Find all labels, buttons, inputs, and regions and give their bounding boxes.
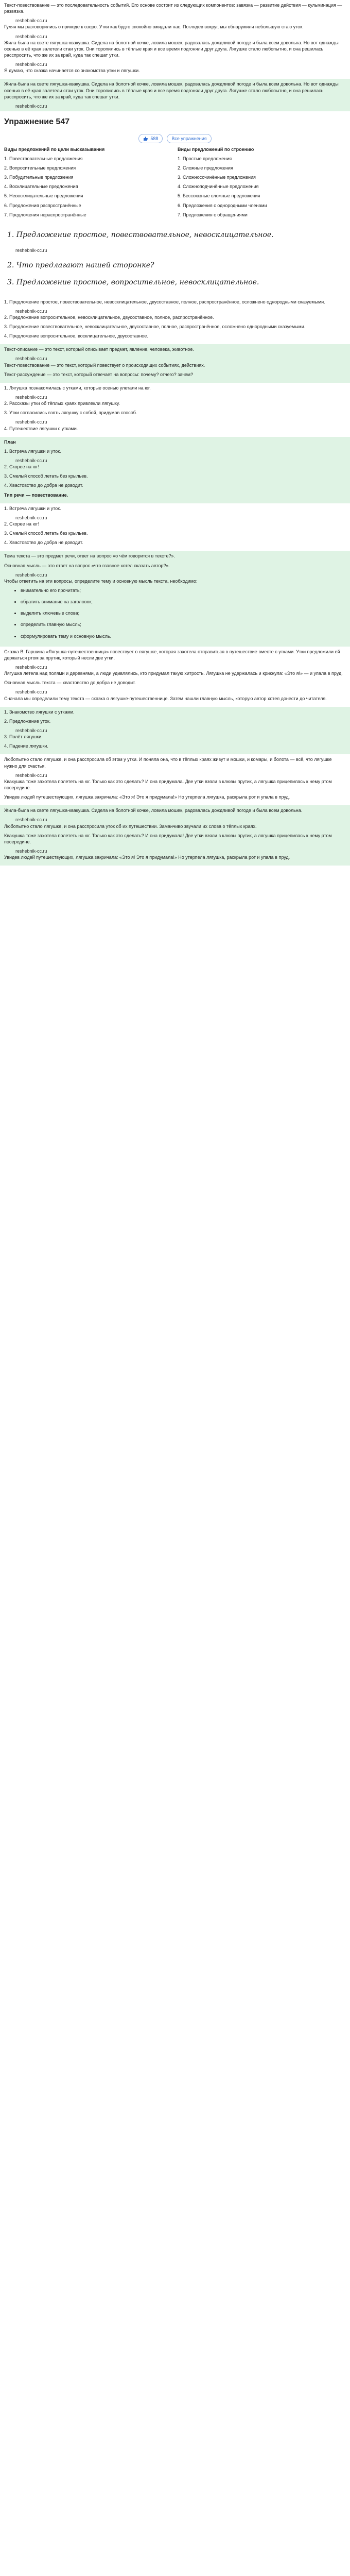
final-green-section [0, 805, 350, 866]
bullet-list [0, 587, 350, 639]
story-paragraph: Сначала мы определили тему текста — сказка о лягушке-путешественнице. Затем нашли главную мысль, которую автор хотел донести до читателя. [4, 696, 327, 701]
watermark: reshebnik-cc.ru [15, 18, 47, 24]
final-paragraph: Жила-была на свете лягушка-квакушка. Сидела на болотной кочке, ловила мошек, радовалась дождливой погоде и была всем довольна. [4, 808, 303, 814]
two-column-table [0, 146, 350, 221]
plan3-item: 3. Полёт лягушки. [4, 734, 43, 740]
speech-type: Тип речи — повествование. [4, 492, 68, 498]
story-paragraph: Лягушка летела над полями и деревнями, а люди удивлялись, кто придумал такую хитрость. Лягушка не удержалась и крикнула: «Это я!» — и упала в пруд. [4, 671, 343, 676]
analysis-line: 3. Предложение повествовательное, невосклицательное, двусоставное, полное, распространённое, осложнено однородными сказуемыми. [4, 324, 306, 330]
final-paragraph: Любопытно стало лягушке, и она расспросила уток об их путешествии. Заманчиво звучали их слова о тёплых краях. [4, 823, 257, 829]
like-count: 588 [150, 135, 159, 141]
plan2-section [0, 503, 350, 551]
right-item: 1. Простые предложения [178, 156, 232, 161]
intro-paragraph: Я думаю, что сказка начинается со знакомства утки и лягушки. [4, 68, 140, 74]
green-paragraph: Жила-была на свете лягушка-квакушка. Сидела на болотной кочке, ловила мошек, радовалась дождливой погоде и была всем довольна. Но вот однажды осенью в её края залетели стаи уток. Они торопились в тёплые края и все время подгоняли друг друга. Лягушке стало любопытно, и она решилась расспросить, что же их за край, куда так спешат утки. [4, 81, 339, 99]
watermark: reshebnik-cc.ru [15, 419, 47, 425]
final-paragraph: Увидев людей путешествующих, лягушка закричала: «Это я! Это я придумала!» Но утерпела лягушка, раскрыла рот и упала в пруд. [4, 794, 290, 800]
plan3-item: 2. Предложение уток. [4, 718, 51, 724]
theme-section [0, 551, 350, 646]
story-paragraph: Сказка В. Гаршина «Лягушка-путешественница» повествует о лягушке, которая захотела отправиться в путешествие вместе с утками. Утки предложили ей держаться ртом за прутик, который несли две утки. [4, 649, 340, 660]
watermark: reshebnik-cc.ru [15, 395, 47, 400]
plan-item: 4. Хвастовство до добра не доводит. [4, 483, 83, 488]
thumb-up-icon [143, 136, 148, 141]
bullet-item: • сформулировать тему и основную мысль. [21, 633, 350, 639]
right-item: 6. Предложения с однородными членами [178, 202, 267, 208]
right-item: 3. Сложносочинённые предложения [178, 175, 256, 180]
left-column [4, 146, 172, 221]
right-item: 7. Предложения с обращениями [178, 212, 248, 217]
watermark: reshebnik-cc.ru [15, 727, 47, 733]
analysis-section [0, 297, 350, 345]
right-item: 2. Сложные предложения [178, 165, 233, 171]
intro-paragraph: Текст-повествование — это последовательность событий. Его основе состоит из следующих компонентов: завязка — развитие действия — кульминация — развязка. [4, 3, 342, 14]
right-column [178, 146, 346, 221]
intro-section [0, 0, 350, 79]
left-column-title: Виды предложений по цели высказывания [4, 146, 105, 152]
definition: Текст-описание — это текст, который описывает предмет, явление, человека, животное. [4, 347, 194, 352]
task: 4. Путешествие лягушки с утками. [4, 426, 78, 431]
watermark: reshebnik-cc.ru [15, 103, 47, 109]
right-item: 5. Бессоюзные сложные предложения [178, 193, 260, 199]
plan-item: 2. Скорее на юг! [4, 464, 40, 470]
like-button[interactable] [138, 134, 163, 143]
plan-section [0, 437, 350, 503]
watermark: reshebnik-cc.ru [15, 247, 47, 253]
watermark: reshebnik-cc.ru [15, 458, 47, 464]
left-item: 1. Повествовательные предложения [4, 156, 83, 161]
right-column-title: Виды предложений по строению [178, 146, 254, 152]
task: 3. Утки согласились взять лягушку с собой, придумав способ. [4, 410, 137, 416]
intro-paragraph: Жила-была на свете лягушка-квакушка. Сидела на болотной кочке, ловила мошек, радовалась дождливой погоде и была всем довольна. Но вот однажды осенью в её края залетели стаи уток. Они торопились в тёплые края и все время подгоняли друг друга. Лягушке стало любопытно, и она решилась расспросить, что же их за край, куда так спешат утки. [4, 40, 339, 58]
bullet-item: • внимательно его прочитать; [21, 587, 350, 594]
watermark: reshebnik-cc.ru [15, 308, 47, 314]
analysis-line: 1. Предложение простое, повествовательное, невосклицательное, двусоставное, полное, распространённое, осложнено однородными сказуемыми. [4, 299, 325, 304]
final-section [0, 754, 350, 805]
intro-paragraph: Гуляя мы разговорились о приходе к озеро. Утки как будто спокойно ожидали нас. Поглядев вокруг, мы обнаружили небольшую стаю уток. [4, 24, 304, 30]
task: 2. Рассказы утки об тёплых краях привлекли лягушку. [4, 401, 120, 406]
watermark: reshebnik-cc.ru [15, 689, 47, 695]
right-item: 4. Сложноподчинённые предложения [178, 184, 259, 190]
watermark: reshebnik-cc.ru [15, 572, 47, 578]
watermark: reshebnik-cc.ru [15, 848, 47, 854]
final-paragraph: Любопытно стало лягушке, и она расспросила об этом у утки. И поняла она, что в тёплых краях живут и мошки, и комары, и болота — всё, что лягушке нужно для счастья. [4, 757, 332, 769]
plan2-item: 2. Скорее на юг! [4, 521, 40, 527]
plan2-item: 1. Встреча лягушки и уток. [4, 505, 61, 511]
theme-line: Чтобы ответить на эти вопросы, определите тему и основную мысль текста, необходимо: [4, 578, 198, 584]
plan2-item: 3. Смелый способ летать без крыльев. [4, 531, 88, 536]
handwritten-section [0, 221, 350, 297]
story-paragraph: Основная мысль текста — хвастовство до добра не доводит. [4, 680, 136, 686]
bullet-item: • выделить ключевые слова; [21, 610, 350, 616]
definition: Текст-рассуждение — это текст, который отвечает на вопросы: почему? отчего? зачем? [4, 371, 194, 377]
bullet-item: • обратить внимание на заголовок; [21, 599, 350, 605]
handwritten-line: 2. Что предлагают нашей сторонке? [7, 261, 154, 269]
watermark: reshebnik-cc.ru [15, 515, 47, 520]
button-row [0, 131, 350, 146]
definitions-section [0, 344, 350, 383]
all-exercises-button[interactable] [167, 134, 211, 143]
definition: Текст-повествование — это текст, который повествует о происходящих событиях, действиях. [4, 362, 205, 368]
plan3-section [0, 707, 350, 755]
watermark: reshebnik-cc.ru [15, 356, 47, 362]
final-paragraph: Увидев людей путешествующих, лягушка закричала: «Это я! Это я придумала!» Но утерпела лягушка, раскрыла рот и упала в пруд. [4, 855, 290, 860]
left-item: 7. Предложения нераспространённые [4, 212, 86, 217]
left-item: 5. Невосклицательные предложения [4, 193, 83, 199]
plan-item: 1. Встреча лягушки и уток. [4, 448, 61, 454]
tasks-section [0, 383, 350, 437]
plan-item: 3. Смелый способ летать без крыльев. [4, 473, 88, 479]
watermark: reshebnik-cc.ru [15, 62, 47, 67]
left-item: 3. Побудительные предложения [4, 175, 74, 180]
watermark: reshebnik-cc.ru [15, 772, 47, 778]
handwritten-line: 1. Предложение простое, повествовательное, невосклицательное. [7, 230, 274, 239]
task: 1. Лягушка познакомилась с утками, которые осенью улетали на юг. [4, 385, 151, 391]
watermark: reshebnik-cc.ru [15, 817, 47, 823]
bullet-item: • определить главную мысль; [21, 621, 350, 628]
theme-line: Основная мысль — это ответ на вопрос «что главное хотел сказать автор?». [4, 563, 170, 568]
final-paragraph: Квакушка тоже захотела полететь на юг. Только как это сделать? И она придумала. Две утки взяли в клювы прутик, а лягушка прицепилась к нему ртом посередине. [4, 778, 332, 790]
handwritten-line: 3. Предложение простое, вопросительное, невосклицательное. [7, 278, 259, 286]
plan-title: План [4, 439, 16, 445]
story-section [0, 647, 350, 707]
plan2-item: 4. Хвастовство до добра не доводит. [4, 540, 83, 546]
final-paragraph: Квакушка тоже захотела полететь на юг. Только как это сделать? И она придумала! Две утки взяли в клювы прутик, а лягушка прицепилась к нему ртом посередине. [4, 833, 332, 844]
watermark: reshebnik-cc.ru [15, 664, 47, 670]
analysis-line: 2. Предложение вопросительное, невосклицательное, двусоставное, полное, распространённое. [4, 314, 214, 320]
theme-line: Тема текста — это предмет речи, ответ на вопрос «о чём говорится в тексте?». [4, 553, 176, 559]
left-item: 6. Предложения распространённые [4, 202, 81, 208]
left-item: 4. Восклицательные предложения [4, 184, 78, 190]
green-intro-section [0, 79, 350, 111]
exercise-title: Упражнение 547 [4, 117, 70, 126]
all-exercises-label: Все упражнения [171, 135, 207, 141]
analysis-line: 4. Предложение вопросительное, восклицательное, двусоставное. [4, 333, 148, 339]
watermark: reshebnik-cc.ru [15, 33, 47, 39]
plan3-item: 1. Знакомство лягушки с утками. [4, 709, 75, 715]
plan3-item: 4. Падение лягушки. [4, 743, 48, 749]
left-item: 2. Вопросительные предложения [4, 165, 76, 171]
